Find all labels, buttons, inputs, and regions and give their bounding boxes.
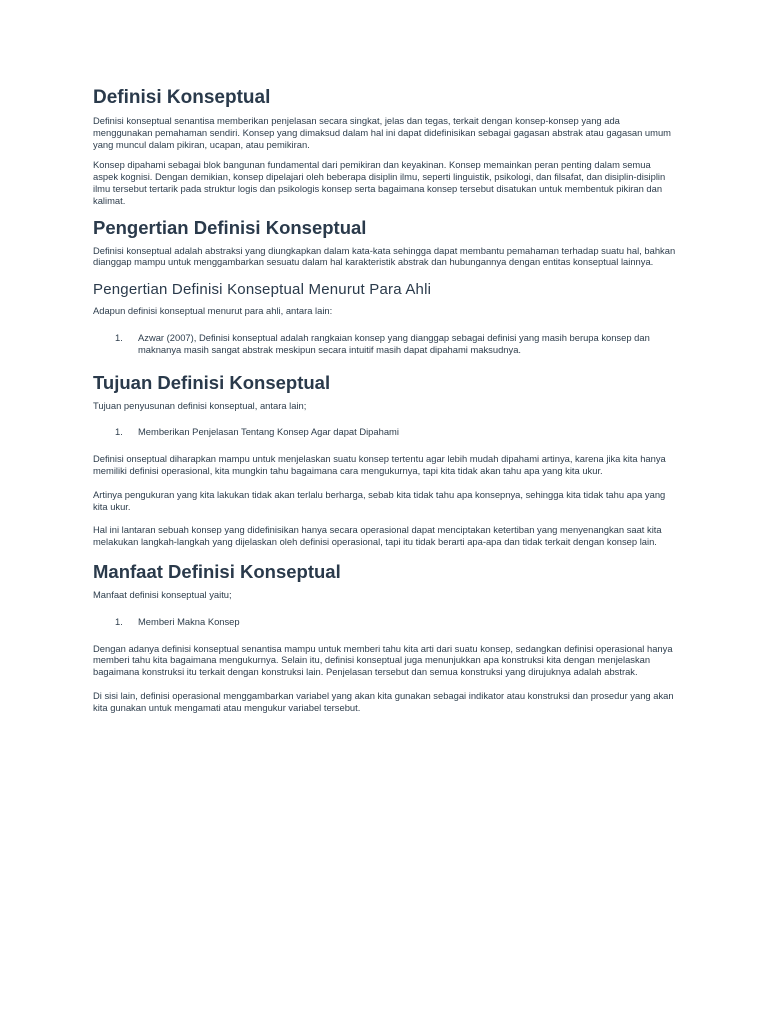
tujuan-paragraph-3: Hal ini lantaran sebuah konsep yang didefinisikan hanya secara operasional dapat menciptakan ketertiban yang menyenangkan saat kita melakukan langkah-langkah yang dijelaskan oleh definisi operasional, tapi itu tidak berarti apa-apa dan tidak terkait dengan konsep lain. bbox=[93, 524, 662, 548]
intro-paragraph-1: Definisi konseptual senantisa memberikan penjelasan secara singkat, jelas dan tegas, terkait dengan konsep-konsep yang ada menggunakan pemahaman sendiri. Konsep yang dimaksud dalam hal ini dapat didefinisikan sebagai gagasan abstrak atau gagasan umum yang muncul dalam pikiran, ucapan, atau pemikiran. bbox=[93, 115, 671, 150]
tujuan-paragraph-2: Artinya pengukuran yang kita lakukan tidak akan terlalu berharga, sebab kita tidak tahu apa konsepnya, sehingga kita tidak tahu apa yang kita ukur. bbox=[93, 488, 666, 512]
manfaat-intro: Manfaat definisi konseptual yaitu; bbox=[93, 588, 232, 600]
intro-paragraph-2: Konsep dipahami sebagai blok bangunan fundamental dari pemikiran dan keyakinan. Konsep memainkan peran penting dalam semua aspek kognisi. Dengan demikian, konsep dipelajari oleh beberapa disiplin ilmu, seperti linguistik, psikologi, dan filsafat, dan disiplin-disiplin ilmu tersebut tertarik pada struktur logis dan psikologis konsep serta bagaimana konsep tersebut disatukan untuk membentuk pikiran dan kalimat. bbox=[93, 159, 666, 206]
heading-tujuan: Tujuan Definisi Konseptual bbox=[93, 371, 331, 393]
list-item bbox=[93, 616, 678, 628]
list-item-text: Memberi Makna Konsep bbox=[138, 615, 240, 627]
heading-pengertian: Pengertian Definisi Konseptual bbox=[93, 216, 367, 238]
list-item-text: Memberikan Penjelasan Tentang Konsep Agar dapat Dipahami bbox=[138, 426, 399, 438]
heading-menurut-ahli: Pengertian Definisi Konseptual Menurut Para Ahli bbox=[93, 281, 432, 299]
pengertian-paragraph: Definisi konseptual adalah abstraksi yang diungkapkan dalam kata-kata sehingga dapat membantu pemahaman terhadap suatu hal, bahkan dianggap mampu untuk menggambarkan sesuatu dalam hal karakteristik abstrak dan hubungannya dengan entitas konseptual lainnya. bbox=[93, 244, 676, 268]
tujuan-paragraph-1: Definisi onseptual diharapkan mampu untuk menjelaskan suatu konsep tertentu agar lebih mudah dipahami artinya, karena jika kita hanya memiliki definisi operasional, kita mungkin tahu bagaimana cara mengukurnya, tapi kita tidak akan tahu apa yang kita ukur. bbox=[93, 453, 666, 476]
document-page bbox=[93, 86, 678, 714]
tujuan-list bbox=[93, 426, 678, 438]
manfaat-paragraph-2: Di sisi lain, definisi operasional menggambarkan variabel yang akan kita gunakan sebagai indikator atau konstruksi dan prosedur yang akan kita gunakan untuk mengamati atau mengukur variabel tersebut. bbox=[93, 689, 674, 713]
manfaat-list bbox=[93, 616, 678, 628]
list-item bbox=[93, 332, 678, 356]
ahli-intro: Adapun definisi konseptual menurut para ahli, antara lain: bbox=[93, 305, 333, 317]
list-item-text: Azwar (2007), Definisi konseptual adalah rangkaian konsep yang dianggap sebagai definisi yang masih berupa konsep dan maknanya masih sangat abstrak meskipun secara intuitif masih dapat dipahami maksudnya. bbox=[138, 331, 650, 355]
list-item-number: 1. bbox=[115, 426, 123, 438]
tujuan-intro: Tujuan penyusunan definisi konseptual, antara lain; bbox=[93, 399, 307, 411]
heading-manfaat: Manfaat Definisi Konseptual bbox=[93, 560, 341, 582]
list-item bbox=[93, 426, 678, 438]
document-title: Definisi Konseptual bbox=[93, 87, 271, 108]
manfaat-paragraph-1: Dengan adanya definisi konseptual senantisa mampu untuk memberi tahu kita arti dari suatu konsep, sedangkan definisi operasional hanya memberi tahu kita bagaimana mengukurnya. Selain itu, definisi konseptual juga menunjukkan apa konstruksi kita dengan menjelaskan bagaimana konstruksi itu terkait dengan konstruksi lain. Penjelasan tersebut dan semua konstruksi yang dirujuknya adalah abstrak. bbox=[93, 642, 673, 678]
list-item-number: 1. bbox=[115, 331, 123, 343]
ahli-list bbox=[93, 332, 678, 356]
list-item-number: 1. bbox=[115, 615, 123, 627]
